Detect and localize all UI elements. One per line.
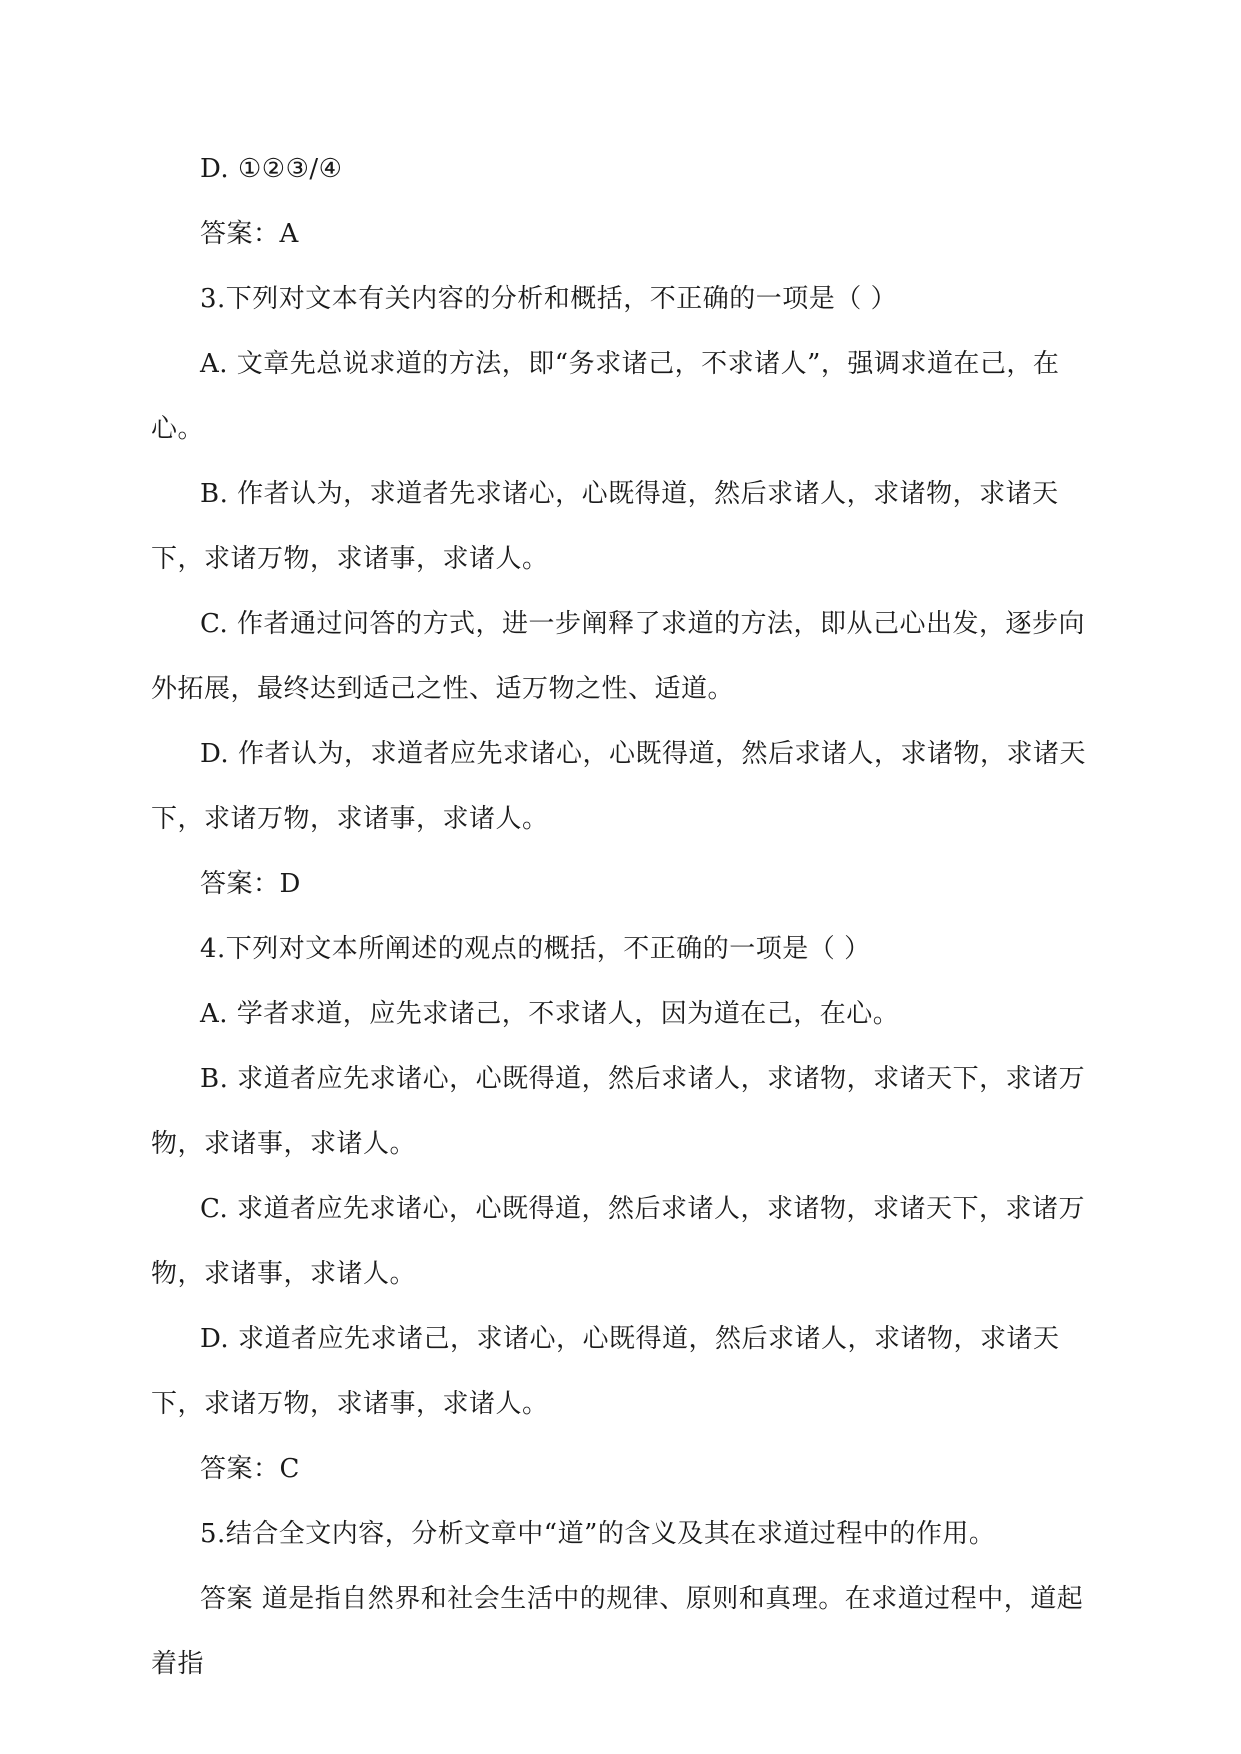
question-3: 3.下列对文本有关内容的分析和概括，不正确的一项是（ ） xyxy=(200,284,898,314)
question-4-option-d: D. 求道者应先求诸己，求诸心，心既得道，然后求诸人，求诸物，求诸天下，求诸万物，求诸事，求诸人。 xyxy=(151,1324,1060,1419)
question-3-option-b: B. 作者认为，求道者先求诸心，心既得道，然后求诸人，求诸物，求诸天下，求诸万物，求诸事，求诸人。 xyxy=(151,479,1059,574)
question-3-option-a: A. 文章先总说求道的方法，即“务求诸己，不求诸人”，强调求道在己，在心。 xyxy=(151,349,1060,444)
question-4-option-c: C. 求道者应先求诸心，心既得道，然后求诸人，求诸物，求诸天下，求诸万物，求诸事，求诸人。 xyxy=(151,1194,1085,1289)
question-4: 4.下列对文本所阐述的观点的概括，不正确的一项是（ ） xyxy=(200,934,871,964)
answer-3: 答案：D xyxy=(200,869,301,899)
option-d-prev: D. ①②③/④ xyxy=(200,154,343,184)
page-content xyxy=(151,137,1091,1697)
question-3-option-d: D. 作者认为，求道者应先求诸心，心既得道，然后求诸人，求诸物，求诸天下，求诸万物，求诸事，求诸人。 xyxy=(151,739,1086,834)
question-5: 5.结合全文内容，分析文章中“道”的含义及其在求道过程中的作用。 xyxy=(200,1519,996,1549)
question-4-option-a: A. 学者求道，应先求诸己，不求诸人，因为道在己，在心。 xyxy=(200,999,900,1029)
answer-2: 答案：A xyxy=(200,219,299,249)
question-3-option-c: C. 作者通过问答的方式，进一步阐释了求道的方法，即从己心出发，逐步向外拓展，最终达到适己之性、适万物之性、适道。 xyxy=(151,609,1085,704)
answer-4: 答案：C xyxy=(200,1454,300,1484)
answer-5: 答案 道是指自然界和社会生活中的规律、原则和真理。在求道过程中，道起着指 xyxy=(151,1584,1084,1679)
question-4-option-b: B. 求道者应先求诸心，心既得道，然后求诸人，求诸物，求诸天下，求诸万物，求诸事，求诸人。 xyxy=(151,1064,1086,1159)
